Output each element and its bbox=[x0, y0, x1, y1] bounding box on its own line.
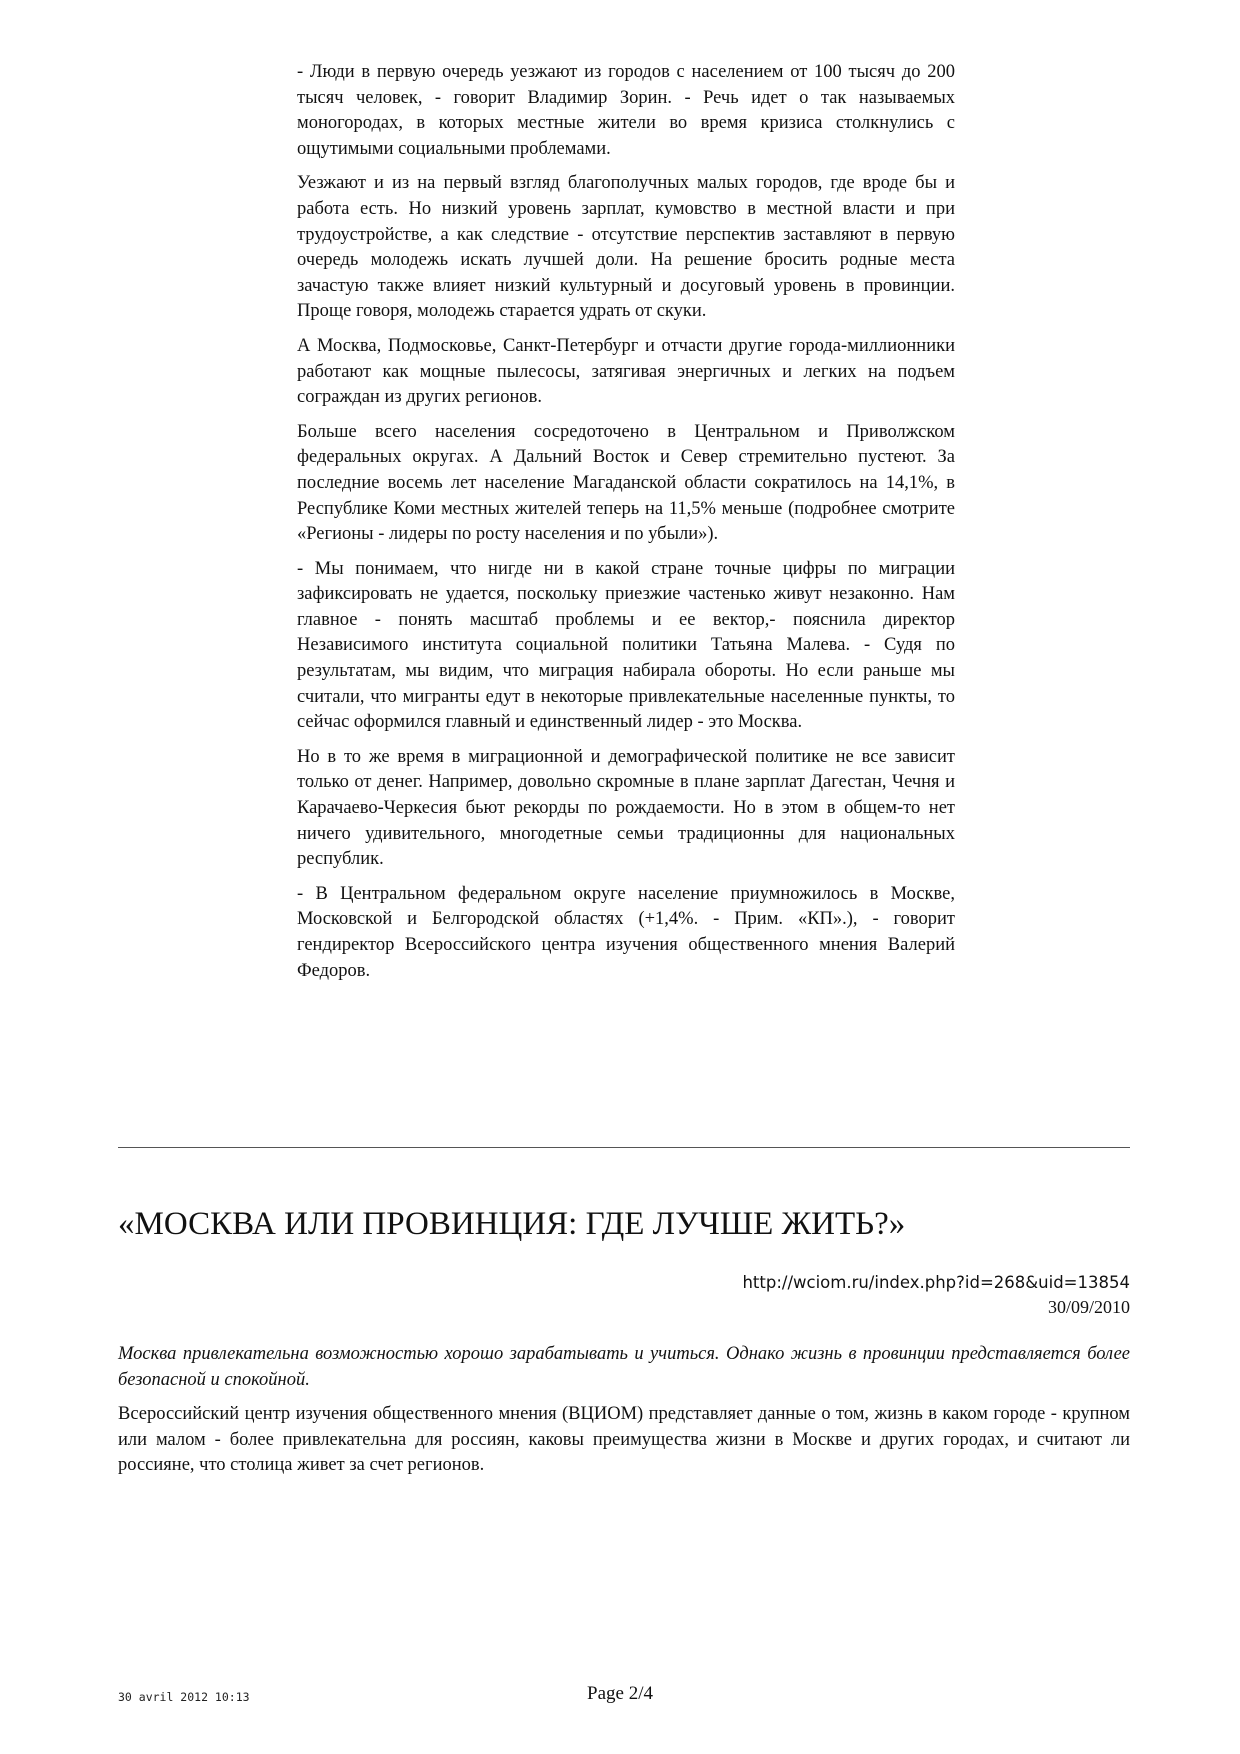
article-paragraph: Больше всего населения сосредоточено в Центральном и Приволжском федеральных округах. А Дальний Восток и Север стремительно пустеют. За последние восемь лет население Магаданской области сократилось на 14,1%, в Республике Коми местных жителей теперь на 11,5% меньше (подробнее смотрите «Регионы - лидеры по росту населения и по убыли»). bbox=[297, 421, 955, 545]
source-url[interactable]: http://wciom.ru/index.php?id=268&uid=13854 bbox=[742, 1273, 1130, 1292]
section-lead: Москва привлекательна возможностью хорошо зарабатывать и учиться. Однако жизнь в провинции представляется более безопасной и спокойной. bbox=[118, 1344, 1130, 1390]
article-column bbox=[297, 60, 955, 993]
page-number: Page 2/4 bbox=[587, 1683, 653, 1704]
article-paragraph: - Мы понимаем, что нигде ни в какой стране точные цифры по миграции зафиксировать не удается, поскольку приезжие частенько живут незаконно. Нам главное - понять масштаб проблемы и ее вектор,- пояснила директор Независимого института социальной политики Татьяна Малева. - Судя по результатам, мы видим, что миграция набирала обороты. Но если раньше мы считали, что мигранты едут в некоторые привлекательные населенные пункты, то сейчас оформился главный и единственный лидер - это Москва. bbox=[297, 558, 955, 733]
section-source bbox=[742, 1270, 1130, 1320]
article-paragraph: Уезжают и из на первый взгляд благополучных малых городов, где вроде бы и работа есть. Но низкий уровень зарплат, кумовство в местной власти и при трудоустройстве, а как следствие - отсутствие перспектив заставляют в первую очередь молодежь искать лучшей доли. На решение бросить родные места зачастую также влияет низкий культурный и досуговый уровень в провинции. Проще говоря, молодежь старается удрать от скуки. bbox=[297, 173, 955, 322]
article-paragraph: Но в то же время в миграционной и демографической политике не все зависит только от денег. Например, довольно скромные в плане зарплат Дагестан, Чечня и Карачаево-Черкесия бьют рекорды по рождаемости. Но в этом в общем-то нет ничего удивительного, многодетные семьи традиционны для национальных республик. bbox=[297, 746, 955, 870]
article-paragraph: - Люди в первую очередь уезжают из городов с населением от 100 тысяч до 200 тысяч человек, - говорит Владимир Зорин. - Речь идет о так называемых моногородах, в которых местные жители во время кризиса столкнулись с ощутимыми социальными проблемами. bbox=[297, 62, 955, 159]
footer-timestamp: 30 avril 2012 10:13 bbox=[118, 1690, 250, 1704]
section-divider bbox=[118, 1147, 1130, 1148]
section-paragraph: Всероссийский центр изучения общественного мнения (ВЦИОМ) представляет данные о том, жизнь в каком городе - крупном или малом - более привлекательна для россиян, каковы преимущества жизни в Москве и других городах, и считают ли россияне, что столица живет за счет регионов. bbox=[118, 1404, 1130, 1476]
section-body bbox=[118, 1342, 1130, 1488]
section-title: «МОСКВА ИЛИ ПРОВИНЦИЯ: ГДЕ ЛУЧШЕ ЖИТЬ?» bbox=[118, 1206, 906, 1242]
article-paragraph: А Москва, Подмосковье, Санкт-Петербург и отчасти другие города-миллионники работают как мощные пылесосы, затягивая энергичных и легких на подъем сограждан из других регионов. bbox=[297, 335, 955, 408]
article-paragraph: - В Центральном федеральном округе население приумножилось в Москве, Московской и Белгородской областях (+1,4%. - Прим. «КП».), - говорит гендиректор Всероссийского центра изучения общественного мнения Валерий Федоров. bbox=[297, 883, 955, 981]
source-date: 30/09/2010 bbox=[1047, 1297, 1130, 1317]
